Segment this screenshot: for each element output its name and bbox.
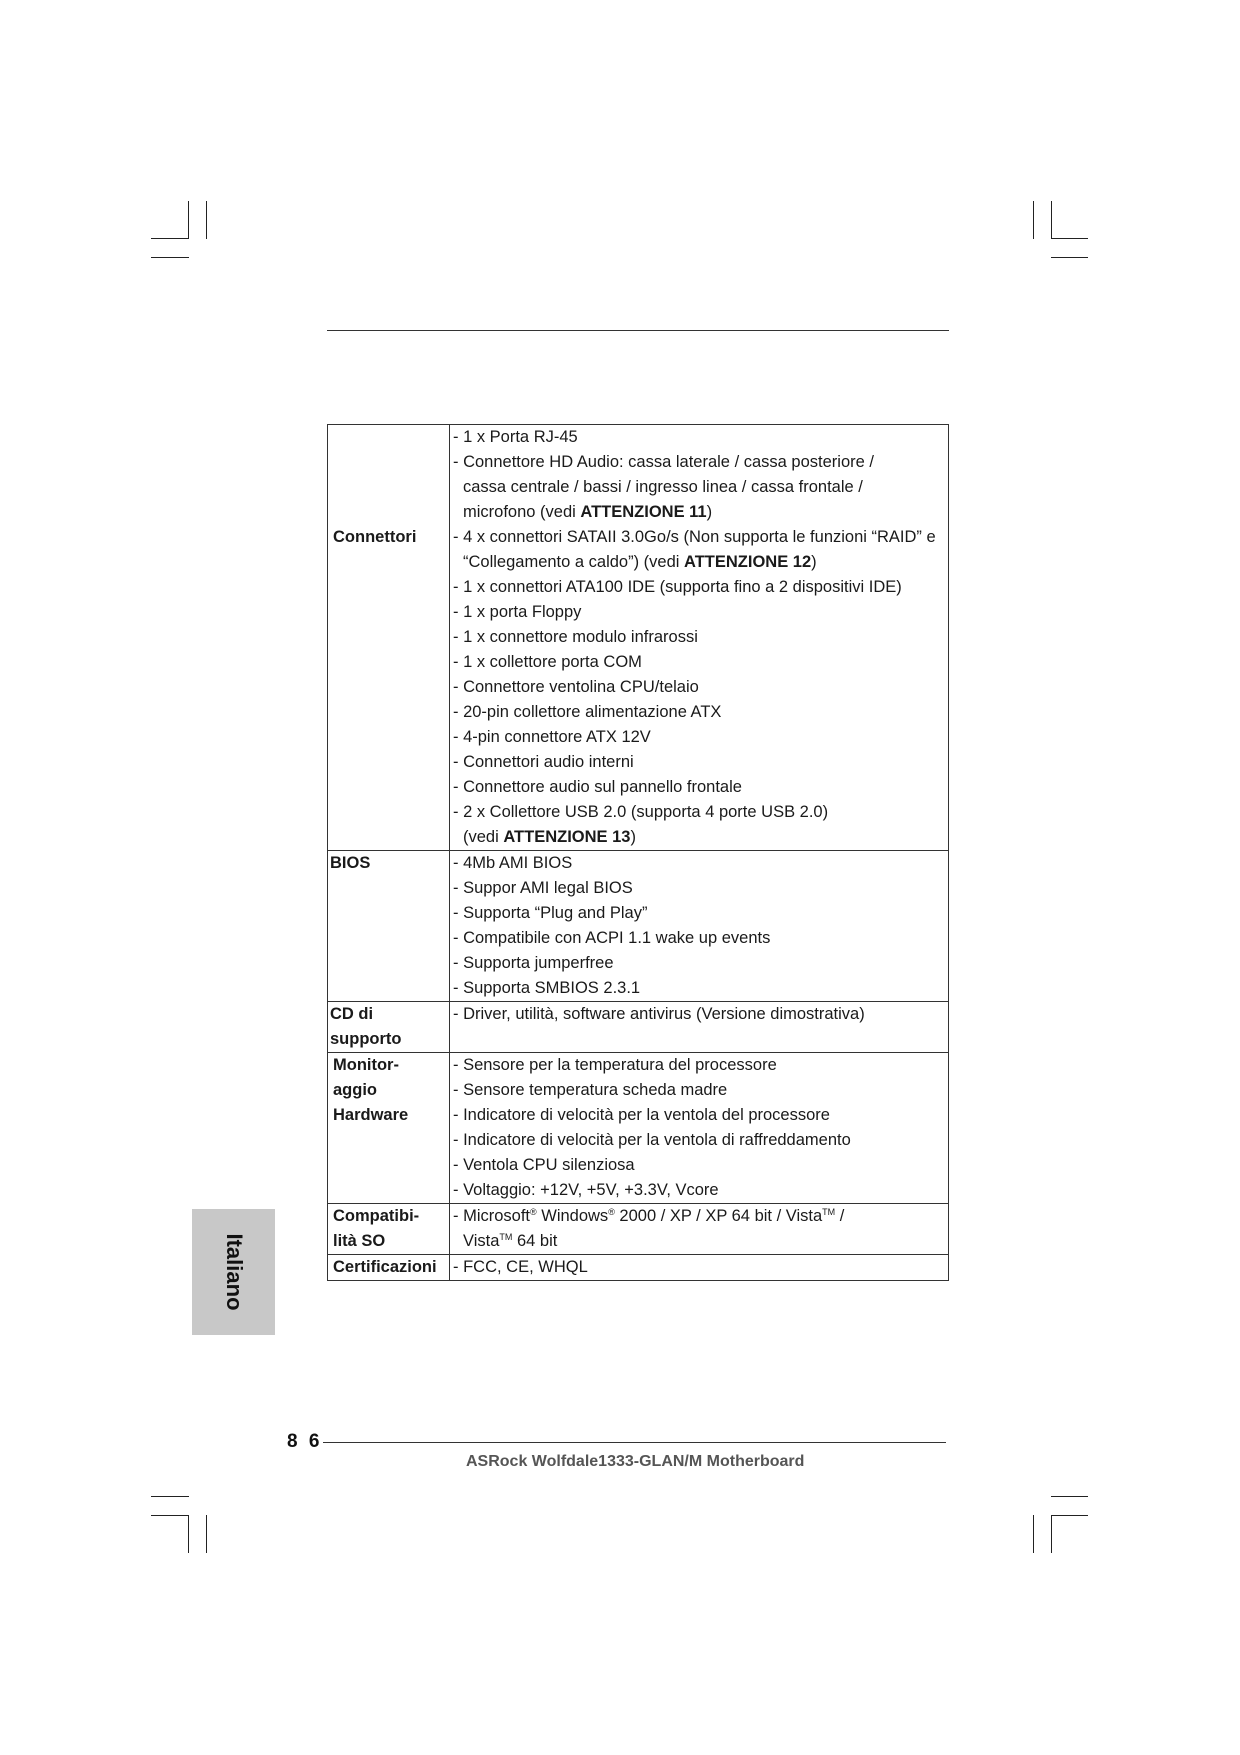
spec-value-line (453, 851, 942, 876)
spec-row (328, 425, 949, 851)
crop-mark (1051, 238, 1088, 239)
spec-value-line (453, 951, 942, 976)
spec-value-line (453, 1255, 942, 1280)
spec-text: - 4Mb AMI BIOS (453, 854, 573, 872)
spec-value-line (453, 876, 942, 901)
crop-mark (151, 257, 189, 258)
spec-label-line: CD di (330, 1005, 374, 1023)
spec-text: - Indicatore di velocità per la ventola di raffreddamento (453, 1131, 851, 1149)
spec-value-line (453, 475, 942, 500)
spec-text: ) (630, 828, 636, 846)
spec-value-line (453, 1128, 942, 1153)
spec-text: - 1 x connettore modulo infrarossi (453, 628, 698, 646)
crop-mark (1051, 201, 1052, 239)
spec-value-line (453, 450, 942, 475)
spec-text: 2000 / XP / XP 64 bit / Vista (614, 1207, 823, 1225)
spec-text: - Voltaggio: +12V, +5V, +3.3V, Vcore (453, 1181, 719, 1199)
spec-text: - Connettore ventolina CPU/telaio (453, 678, 699, 696)
spec-value-line (453, 700, 942, 725)
footer-rule (323, 1442, 946, 1443)
spec-row (328, 1255, 949, 1281)
spec-row (328, 1002, 949, 1053)
spec-value-line (453, 1204, 942, 1229)
header-rule (327, 330, 949, 331)
spec-text: - 1 x porta Floppy (453, 603, 582, 621)
spec-value-line (453, 976, 942, 1001)
spec-value-line (453, 1078, 942, 1103)
spec-label (328, 1053, 450, 1204)
spec-row (328, 1204, 949, 1255)
spec-value-line (453, 1229, 942, 1254)
spec-row (328, 851, 949, 1002)
spec-values (450, 1255, 949, 1281)
spec-text: 64 bit (512, 1232, 558, 1250)
spec-text: microfono (vedi (463, 503, 581, 521)
spec-text: - Sensore per la temperatura del processore (453, 1056, 777, 1074)
spec-text: - Connettore HD Audio: cassa laterale / cassa posteriore / (453, 453, 874, 471)
spec-value-line (453, 675, 942, 700)
trademark-mark: TM (499, 1232, 513, 1242)
spec-text: - Supporta SMBIOS 2.3.1 (453, 979, 641, 997)
spec-text: - Ventola CPU silenziosa (453, 1156, 635, 1174)
spec-text: (vedi (463, 828, 504, 846)
crop-mark (206, 1515, 207, 1553)
spec-label-line: Monitor- (333, 1056, 399, 1074)
crop-mark (1051, 257, 1088, 258)
crop-mark (188, 1515, 189, 1553)
spec-text: - 20-pin collettore alimentazione ATX (453, 703, 722, 721)
spec-value-line (453, 750, 942, 775)
spec-text: ) (811, 553, 817, 571)
spec-text: - 1 x connettori ATA100 IDE (supporta fino a 2 dispositivi IDE) (453, 578, 902, 596)
spec-text: - Connettore audio sul pannello frontale (453, 778, 742, 796)
spec-values (450, 851, 949, 1002)
crop-mark (1033, 201, 1034, 239)
spec-row (328, 1053, 949, 1204)
spec-value-line (453, 1002, 942, 1027)
spec-value-line (453, 775, 942, 800)
spec-table (327, 424, 949, 1281)
spec-values (450, 1002, 949, 1053)
crop-mark (1051, 1496, 1088, 1497)
spec-text: Vista (463, 1232, 500, 1250)
page-number: 8 6 (287, 1431, 323, 1452)
spec-text: - Microsoft (453, 1207, 531, 1225)
spec-text: - 1 x Porta RJ-45 (453, 428, 578, 446)
spec-label (328, 425, 450, 851)
spec-values (450, 1053, 949, 1204)
spec-label-line: lità SO (333, 1232, 386, 1250)
crop-mark (1051, 1515, 1052, 1553)
spec-label-line: BIOS (330, 854, 371, 872)
spec-text: cassa centrale / bassi / ingresso linea / cassa frontale / (463, 478, 863, 496)
spec-label (328, 1204, 450, 1255)
spec-value-line (453, 1153, 942, 1178)
trademark-mark: ® (530, 1207, 537, 1217)
spec-value-line (453, 825, 942, 850)
spec-label-line: Connettori (333, 528, 417, 546)
spec-text: - Sensore temperatura scheda madre (453, 1081, 728, 1099)
spec-label-line: Compatibi- (333, 1207, 420, 1225)
spec-value-line (453, 600, 942, 625)
spec-label-line: Certificazioni (333, 1258, 437, 1276)
spec-text: - Compatibile con ACPI 1.1 wake up events (453, 929, 771, 947)
crop-mark (151, 238, 189, 239)
spec-value-line (453, 725, 942, 750)
note-reference: ATTENZIONE 12 (684, 553, 812, 571)
crop-mark (188, 201, 189, 239)
spec-values (450, 1204, 949, 1255)
trademark-mark: ® (608, 1207, 615, 1217)
spec-label-line: supporto (330, 1030, 402, 1048)
crop-mark (1033, 1515, 1034, 1553)
crop-mark (1051, 1515, 1088, 1516)
spec-value-line (453, 1053, 942, 1078)
spec-value-line (453, 550, 942, 575)
spec-value-line (453, 1178, 942, 1203)
spec-text: - Supporta “Plug and Play” (453, 904, 648, 922)
spec-text: / (835, 1207, 845, 1225)
note-reference: ATTENZIONE 11 (580, 503, 707, 521)
spec-value-line (453, 500, 942, 525)
crop-mark (151, 1515, 189, 1516)
spec-value-line (453, 1103, 942, 1128)
spec-text: - Connettori audio interni (453, 753, 634, 771)
spec-label (328, 1002, 450, 1053)
spec-label (328, 851, 450, 1002)
spec-text: ) (706, 503, 713, 521)
spec-text: Windows (536, 1207, 609, 1225)
spec-value-line (453, 901, 942, 926)
spec-text: - 4 x connettori SATAII 3.0Go/s (Non supporta le funzioni “RAID” e (453, 528, 936, 546)
trademark-mark: TM (822, 1207, 836, 1217)
spec-value-line (453, 625, 942, 650)
spec-values (450, 425, 949, 851)
spec-text: - 2 x Collettore USB 2.0 (supporta 4 porte USB 2.0) (453, 803, 829, 821)
spec-text: - Indicatore di velocità per la ventola del processore (453, 1106, 830, 1124)
spec-text: - 4-pin connettore ATX 12V (453, 728, 651, 746)
spec-value-line (453, 800, 942, 825)
language-tab (192, 1209, 275, 1335)
spec-text: “Collegamento a caldo”) (vedi (463, 553, 685, 571)
crop-mark (206, 201, 207, 239)
spec-text: - 1 x collettore porta COM (453, 653, 642, 671)
spec-text: - Driver, utilità, software antivirus (Versione dimostrativa) (453, 1005, 865, 1023)
spec-value-line (453, 650, 942, 675)
spec-value-line (453, 425, 942, 450)
spec-label-line: Hardware (333, 1106, 409, 1124)
note-reference: ATTENZIONE 13 (503, 828, 631, 846)
spec-text: - FCC, CE, WHQL (453, 1258, 588, 1276)
spec-text: - Suppor AMI legal BIOS (453, 879, 633, 897)
footer-product-title: ASRock Wolfdale1333-GLAN/M Motherboard (466, 1453, 805, 1470)
spec-label (328, 1255, 450, 1281)
spec-value-line (453, 926, 942, 951)
spec-label-line: aggio (333, 1081, 377, 1099)
spec-value-line (453, 525, 942, 550)
language-tab-label: Italiano (221, 1233, 247, 1311)
spec-value-line (453, 575, 942, 600)
crop-mark (151, 1496, 189, 1497)
spec-text: - Supporta jumperfree (453, 954, 614, 972)
